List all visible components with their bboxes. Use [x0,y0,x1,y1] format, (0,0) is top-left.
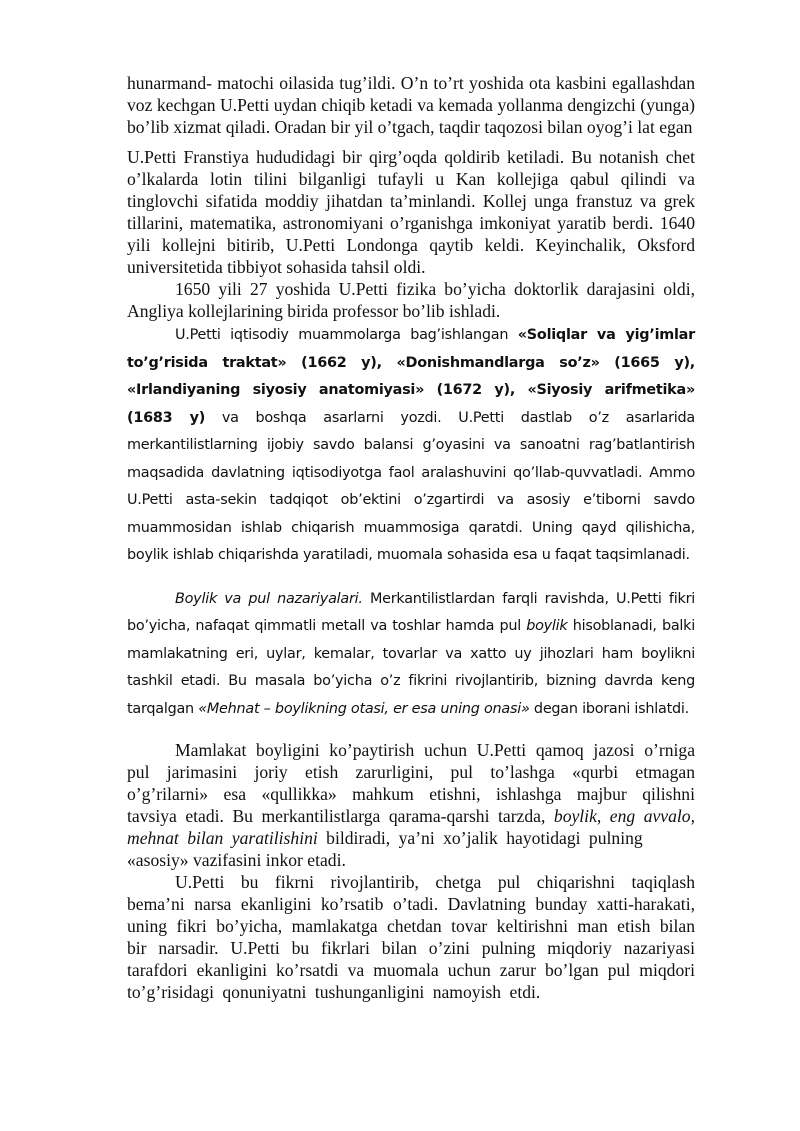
paragraph-petti-youth: hunarmand- matochi oilasida tug’ildi. O’n to’rt yoshida ota kasbini egallashdan voz kechgan U.Petti uydan chiqib ketadi va kemada yollanma dengizchi (yunga) bo’lib xizmat qiladi. Oradan bir yil o’tgach, taqdir taqozosi bilan oyog’i lat egan [127,73,695,137]
section-heading-wealth-theory: Boylik va pul nazariyalari. [175,590,363,607]
paragraph-petti-doctorate: 1650 yili 27 yoshida U.Petti fizika bo’yicha doktorlik darajasini oldi, Angliya kollejlarining birida professor bo’lib ishladi. [127,279,695,321]
works-description-text: va boshqa asarlarni yozdi. U.Petti dastlab o’z asarlarida merkantilistlarning ijobiy savdo balansi g’oyasini va sanoatni rag’batlantirish maqsadida davlatning iqtisodiyotga faol aralashuvini qo’llab-quvvatladi. Ammo U.Petti asta-sekin tadqiqot ob’ektini o’zgartirdi va asosiy e’tiborni savdo muammosidan ishlab chiqarish muammosiga qaratdi. Uning qayd qilishicha, boylik ishlab chiqarishda yaratiladi, muomala sohasida esa u faqat taqsimlanadi. [127,409,695,563]
wealth-text-3: degan iborani ishlatdi. [529,700,689,717]
wealth-text-2: hisoblanadi, balki mamlakatning eri, uylar, kemalar, tovarlar va xatto uy jihozlari ham boylikni tashkil etadi. Bu masala bo’yicha o’z fikrini rivojlantirib, bizning davrda keng tarqalgan [127,618,695,717]
wealth-text-1: Merkantilistlardan farqli ravishda, U.Petti fikri bo’yicha, nafaqat qimmatli metall va toshlar hamda pul [127,590,695,634]
paragraph-petti-works [127,322,695,570]
works-intro-text: U.Petti iqtisodiy muammolarga bag’ishlangan [175,327,518,343]
paragraph-petti-france: U.Petti Franstiya hududidagi bir qirg’oqda qoldirib ketiladi. Bu notanish chet o’lkalarda lotin tilini bilganligi tufayli u Kan kollejiga qabul qilindi va tinglovchi sifatida moddiy jihatdan ta’minlandi. Kollej unga franstuz va grek tillarini, matematika, astronomiyani o’rganishga imkoniyat yaratib berdi. 1640 yili kollejni bitirib, U.Petti Londonga qaytib keldi. Keyinchalik, Oksford universitetida tibbiyot sohasida tahsil oldi. [127,147,695,277]
national-wealth-text-1: Mamlakat boyligini ko’paytirish uchun U.Petti qamoq jazosi o’rniga pul jarimasini joriy etish zarurligini, pul to’lashga «qurbi etmagan o’g’rilarni» esa «qullikka» mahkum etishni, ishlashga majbur qilishni tavsiya etadi. Bu merkantilistlarga qarama-qarshi tarzda, [127,740,695,826]
labour-quote-italic: «Mehnat – boylikning otasi, er esa uning onasi» [198,700,530,717]
wealth-term-italic: boylik [526,618,568,634]
paragraph-money-export: U.Petti bu fikrni rivojlantirib, chetga pul chiqarishni taqiqlash bema’ni narsa ekanligini ko’rsatib o’tadi. Davlatning bunday xatti-harakati, uning fikri bo’yicha, mamlakatga chetdan tovar keltirishni man etish bilan bir narsadir. U.Petti bu fikrlari bilan o’zini pulning miqdoriy nazariyasi tarafdori ekanligini ko’rsatdi va muomala uchun zarur bo’lgan pul miqdori to’g’risidagi qonuniyatni tushunganligini namoyish etdi. [127,872,695,1002]
national-wealth-text-2: bildiradi, ya’ni xo’jalik hayotidagi pulning [317,828,643,848]
works-titles-bold: «Soliqlar va yig’imlar to’g’risida traktat» (1662 y), «Donishmandlarga so’z» (1665 y), «Irlandiyaning siyosiy anatomiyasi» (1672 y), «Siyosiy arifmetika» (1683 y) [127,327,695,426]
paragraph-money-function: «asosiy» vazifasini inkor etadi. [127,850,346,870]
national-wealth-italic: boylik, eng avvalo, mehnat bilan yaratilishini [127,806,695,848]
document-page [127,72,695,1003]
paragraph-wealth-money-theory [127,586,695,724]
paragraph-national-wealth [127,739,695,849]
